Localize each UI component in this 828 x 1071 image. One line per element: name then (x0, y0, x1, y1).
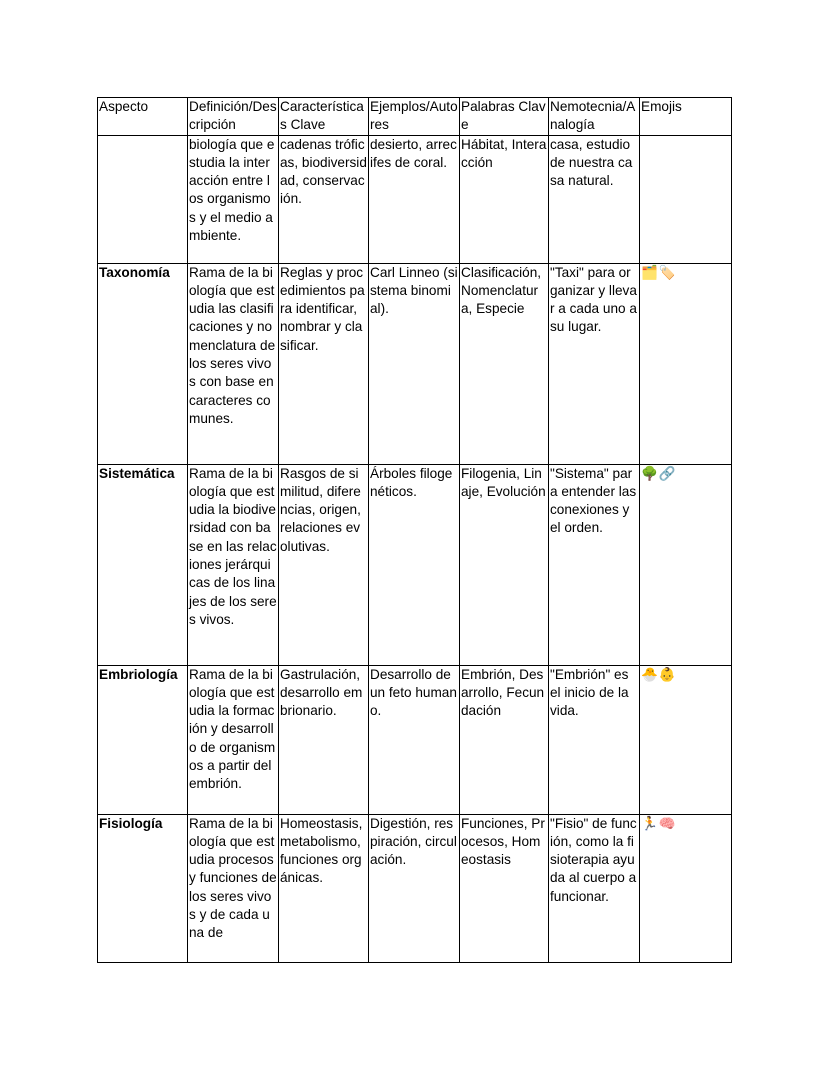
header-definition: Definición/Descripción (188, 98, 279, 136)
emojis-cell (640, 135, 732, 263)
table-row (98, 464, 732, 665)
header-examples: Ejemplos/Autores (369, 98, 460, 136)
characteristics-cell: Rasgos de similitud, diferencias, origen, relaciones evolutivas. (279, 464, 369, 665)
examples-cell: Digestión, respiración, circulación. (369, 814, 460, 962)
biology-table (97, 97, 732, 963)
examples-cell: Desarrollo de un feto humano. (369, 665, 460, 814)
keywords-cell: Clasificación, Nomenclatura, Especie (460, 263, 549, 464)
table-row (98, 263, 732, 464)
mnemonic-cell: "Sistema" para entender las conexiones y el orden. (549, 464, 640, 665)
keywords-cell: Filogenia, Linaje, Evolución (460, 464, 549, 665)
table-row (98, 665, 732, 814)
aspect-cell: Taxonomía (98, 263, 188, 464)
header-keywords: Palabras Clave (460, 98, 549, 136)
keywords-cell: Funciones, Procesos, Homeostasis (460, 814, 549, 962)
definition-cell: Rama de la biología que estudia la formación y desarrollo de organismos a partir del embrión. (188, 665, 279, 814)
definition-cell: Rama de la biología que estudia la biodiversidad con base en las relaciones jerárquicas de los linajes de los seres vivos. (188, 464, 279, 665)
examples-cell: desierto, arrecifes de coral. (369, 135, 460, 263)
keywords-cell: Hábitat, Interacción (460, 135, 549, 263)
header-characteristics: Características Clave (279, 98, 369, 136)
aspect-cell: Embriología (98, 665, 188, 814)
characteristics-cell: Homeostasis, metabolismo, funciones orgánicas. (279, 814, 369, 962)
mnemonic-cell: "Taxi" para organizar y llevar a cada uno a su lugar. (549, 263, 640, 464)
header-aspect: Aspecto (98, 98, 188, 136)
mnemonic-cell: casa, estudio de nuestra casa natural. (549, 135, 640, 263)
aspect-cell (98, 135, 188, 263)
header-row (98, 98, 732, 136)
header-mnemonic: Nemotecnia/Analogía (549, 98, 640, 136)
emojis-cell: 🏃🧠 (640, 814, 732, 962)
examples-cell: Árboles filogenéticos. (369, 464, 460, 665)
aspect-cell: Fisiología (98, 814, 188, 962)
table-row (98, 814, 732, 962)
characteristics-cell: cadenas tróficas, biodiversidad, conservación. (279, 135, 369, 263)
table-row (98, 135, 732, 263)
emojis-cell: 🗂️🏷️ (640, 263, 732, 464)
examples-cell: Carl Linneo (sistema binomial). (369, 263, 460, 464)
emojis-cell: 🌳🔗 (640, 464, 732, 665)
mnemonic-cell: "Fisio" de función, como la fisioterapia ayuda al cuerpo a funcionar. (549, 814, 640, 962)
definition-cell: biología que estudia la interacción entre los organismos y el medio ambiente. (188, 135, 279, 263)
keywords-cell: Embrión, Desarrollo, Fecundación (460, 665, 549, 814)
emojis-cell: 🐣👶 (640, 665, 732, 814)
aspect-cell: Sistemática (98, 464, 188, 665)
definition-cell: Rama de la biología que estudia las clasificaciones y nomenclatura de los seres vivos con base en caracteres comunes. (188, 263, 279, 464)
definition-cell: Rama de la biología que estudia procesos y funciones de los seres vivos y de cada una de (188, 814, 279, 962)
characteristics-cell: Gastrulación, desarrollo embrionario. (279, 665, 369, 814)
mnemonic-cell: "Embrión" es el inicio de la vida. (549, 665, 640, 814)
header-emojis: Emojis (640, 98, 732, 136)
characteristics-cell: Reglas y procedimientos para identificar, nombrar y clasificar. (279, 263, 369, 464)
